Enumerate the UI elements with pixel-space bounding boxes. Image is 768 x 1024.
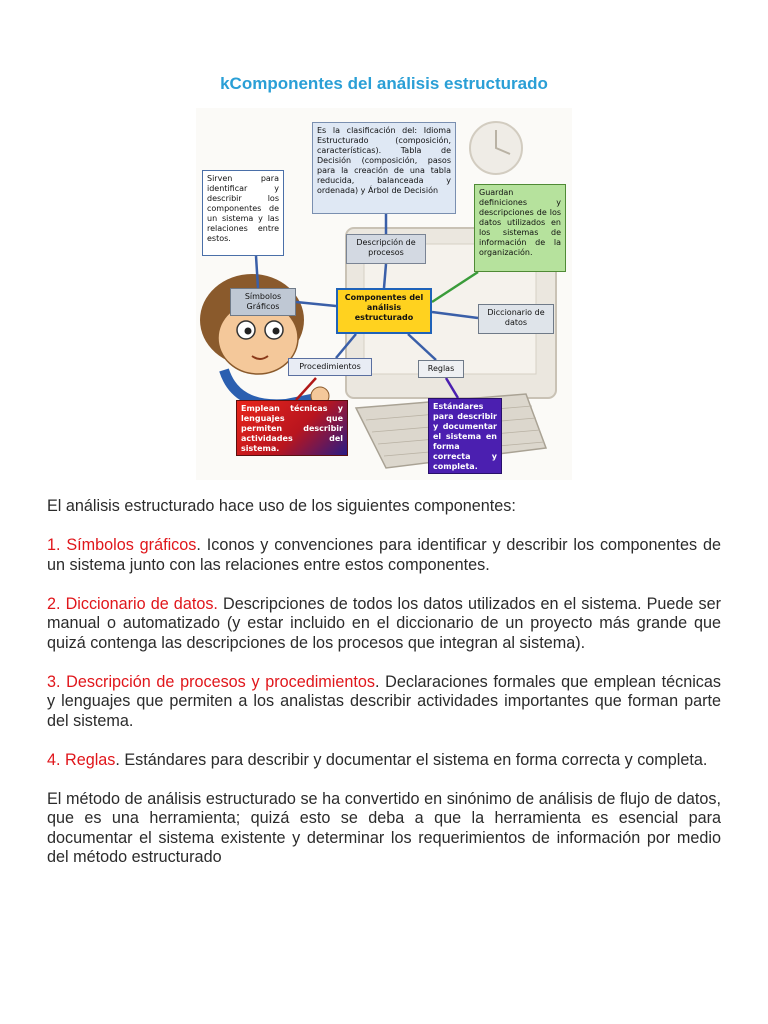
item-label: 1. Símbolos gráficos — [47, 536, 197, 554]
item-text: Descripciones de todos los datos utilizados en el sistema. Puede ser manual o automatizado (y estar incluido en el diccionario de un proyecto más grande que quizá contenga las descripciones de los procesos que integran al sistema). — [47, 594, 722, 652]
procedures-purpose-box: Emplean técnicas y lenguajes que permiten describir actividades del sistema. — [236, 400, 348, 456]
graphic-symbols-box: Símbolos Gráficos — [230, 288, 296, 316]
item-paragraph-1 — [47, 536, 721, 575]
article-body — [47, 497, 721, 887]
dictionary-purpose-box: Guardan definiciones y descripciones de los datos utilizados en los sistemas de información de la organización. — [474, 184, 566, 272]
rules-box: Reglas — [418, 360, 464, 378]
item-text: . Iconos y convenciones para identificar y describir los componentes de un sistema junto con las relaciones entre estos componentes. — [47, 536, 722, 574]
item-paragraph-3 — [47, 673, 721, 732]
intro-paragraph: El análisis estructurado hace uso de los siguientes componentes: — [47, 497, 516, 515]
item-label: 4. Reglas — [47, 750, 116, 769]
closing-paragraph: El método de análisis estructurado se ha convertido en sinónimo de análisis de flujo de datos, que es una herramienta; quizá esto se deba a que la herramienta es esencial para documentar el sistema existente y determinar los requerimientos de información por medio del método estructurado — [47, 789, 721, 866]
page-title: kComponentes del análisis estructurado — [220, 74, 548, 93]
components-diagram — [196, 108, 572, 480]
procedures-box: Procedimientos — [288, 358, 372, 376]
item-paragraph-2 — [47, 595, 721, 654]
rules-purpose-box: Estándares para describir y documentar el sistema en forma correcta y completa. — [428, 398, 502, 474]
item-label: 3. Descripción de procesos y procedimientos — [47, 672, 375, 691]
symbols-purpose-box: Sirven para identificar y describir los componentes de un sistema y las relaciones entre estos. — [202, 170, 284, 256]
process-description-box: Descripción de procesos — [346, 234, 426, 264]
item-paragraph-4 — [47, 751, 721, 771]
item-label: 2. Diccionario de datos. — [47, 594, 218, 613]
item-text: . Estándares para describir y documentar el sistema en forma correcta y completa. — [115, 750, 708, 769]
classification-box: Es la clasificación del: Idioma Estructurado (composición, características). Tabla de Decisión (composición, pasos para la creación de una tabla reducida, balanceada y ordenada) y Árbol de Decisión — [312, 122, 456, 214]
item-text: . Declaraciones formales que emplean técnicas y lenguajes que permiten a los analistas describir actividades importantes que forman parte del sistema. — [47, 672, 721, 730]
data-dictionary-box: Diccionario de datos — [478, 304, 554, 334]
central-topic-box: Componentes del análisis estructurado — [336, 288, 432, 334]
